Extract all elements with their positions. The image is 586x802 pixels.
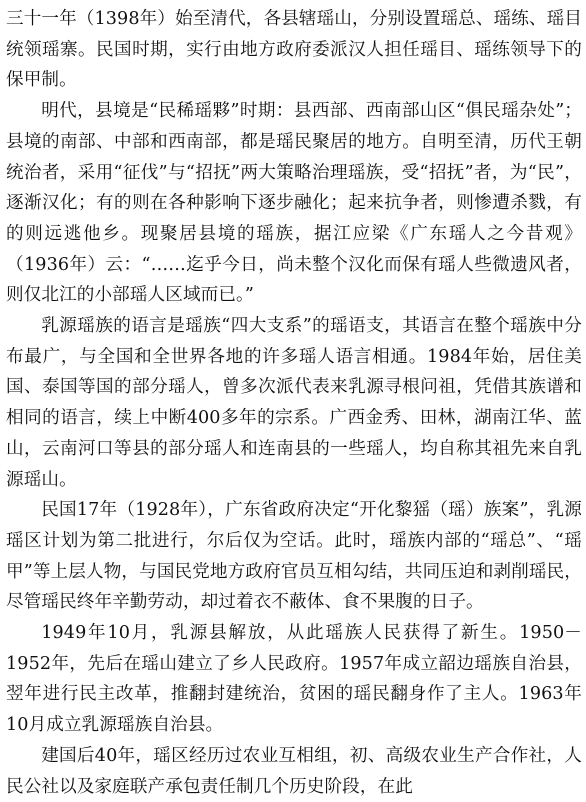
paragraph-republic-era: 民国17年（1928年），广东省政府决定“开化黎猺（瑶）族案”，乳源瑶区计划为第二批进行，尔后仅为空话。此时，瑶族内部的“瑶总”、“瑶甲”等上层人物，与国民党地方政府官员互相勾结，共同压迫和剥削瑶民，尽管瑶民终年辛勤劳动，却过着衣不蔽体、食不果腹的日子。	[6, 500, 582, 613]
paragraph-continuation: 三十一年（1398年）始至清代，各县辖瑶山，分别设置瑶总、瑶练、瑶目统领瑶寨。民国时期，实行由地方政府委派汉人担任瑶目、瑶练领导下的保甲制。	[6, 9, 582, 91]
paragraph-post-1949: 建国后40年，瑶区经历过农业互相组，初、高级农业生产合作社，人民公社以及家庭联产承包责任制几个历史阶段，在此	[6, 745, 582, 797]
paragraph-language: 乳源瑶族的语言是瑶族“四大支系”的瑶语支，其语言在整个瑶族中分布最广，与全国和全世界各地的许多瑶人语言相通。1984年始，居住美国、泰国等国的部分瑶人，曾多次派代表来乳源寻根问祖，凭借其族谱和相同的语言，续上中断400多年的宗系。广西金秀、田林，湖南江华、蓝山，云南河口等县的部分瑶人和连南县的一些瑶人，均自称其祖先来自乳源瑶山。	[6, 316, 582, 490]
paragraph-ming-dynasty: 明代，县境是“民稀瑶夥”时期：县西部、西南部山区“俱民瑶杂处”；县境的南部、中部和西南部，都是瑶民聚居的地方。自明至清，历代王朝统治者，采用“征伐”与“招抚”两大策略治理瑶族，受“招抚”者，为“民”，逐渐汉化；有的则在各种影响下逐步融化；起来抗争者，则惨遭杀戮，有的则远逃他乡。现聚居县境的瑶族，据江应梁《广东瑶人之今昔观》（1936年）云：“……迄乎今日，尚未整个汉化而保有瑶人些微遗风者，则仅北江的小部瑶人区域而已。”	[6, 101, 582, 306]
paragraph-liberation: 1949年10月，乳源县解放，从此瑶族人民获得了新生。1950－1952年，先后在瑶山建立了乡人民政府。1957年成立韶边瑶族自治县，翌年进行民主改革，推翻封建统治，贫困的瑶民翻身作了主人。1963年10月成立乳源瑶族自治县。	[6, 623, 582, 736]
